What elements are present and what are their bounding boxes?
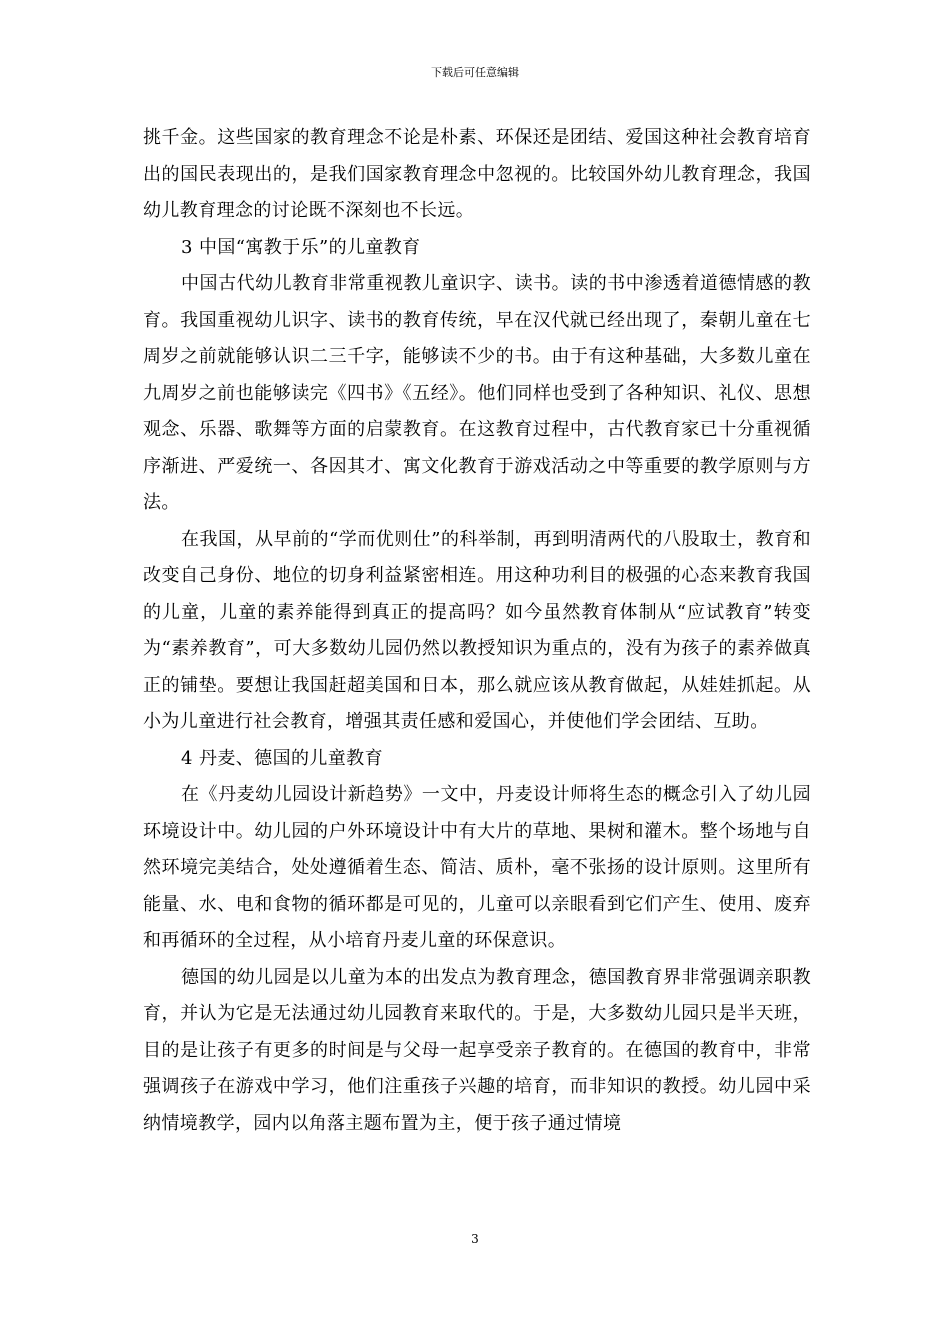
paragraph-4: 在《丹麦幼儿园设计新趋势》一文中，丹麦设计师将生态的概念引入了幼儿园环境设计中。幼儿园的户外环境设计中有大片的草地、果树和灌木。整个场地与自然环境完美结合，处处遵循着生态、简洁、质朴，毫不张扬的设计原则。这里所有能量、水、电和食物的循环都是可见的，儿童可以亲眼看到它们产生、使用、废弃和再循环的全过程，从小培育丹麦儿童的环保意识。 (143, 784, 811, 951)
section-heading-3: 3 中国“寓教于乐”的儿童教育 (181, 236, 421, 258)
section-heading-4: 4 丹麦、德国的儿童教育 (181, 747, 383, 769)
page-number: 3 (471, 1232, 479, 1246)
page-header: 下载后可任意编辑 (431, 66, 519, 79)
paragraph-5: 德国的幼儿园是以儿童为本的出发点为教育理念，德国教育界非常强调亲职教育，并认为它是无法通过幼儿园教育来取代的。于是，大多数幼儿园只是半天班，目的是让孩子有更多的时间是与父母一起享受亲子教育的。在德国的教育中，非常强调孩子在游戏中学习，他们注重孩子兴趣的培育，而非知识的教授。幼儿园中采纳情境教学，园内以角落主题布置为主，便于孩子通过情境 (143, 966, 811, 1134)
paragraph-1: 挑千金。这些国家的教育理念不论是朴素、环保还是团结、爱国这种社会教育培育出的国民表现出的，是我们国家教育理念中忽视的。比较国外幼儿教育理念，我国幼儿教育理念的讨论既不深刻也不长远。 (143, 127, 811, 221)
paragraph-2: 中国古代幼儿教育非常重视教儿童识字、读书。读的书中渗透着道德情感的教育。我国重视幼儿识字、读书的教育传统，早在汉代就已经出现了，秦朝儿童在七周岁之前就能够认识二三千字，能够读不少的书。由于有这种基础，大多数儿童在九周岁之前也能够读完《四书》《五经》。他们同样也受到了各种知识、礼仪、思想观念、乐器、歌舞等方面的启蒙教育。在这教育过程中，古代教育家已十分重视循序渐进、严爱统一、各因其才、寓文化教育于游戏活动之中等重要的教学原则与方法。 (143, 273, 811, 513)
paragraph-3: 在我国，从早前的“学而优则仕”的科举制，再到明清两代的八股取士，教育和改变自己身份、地位的切身利益紧密相连。用这种功利目的极强的心态来教育我国的儿童，儿童的素养能得到真正的提高吗？如今虽然教育体制从“应试教育”转变为“素养教育”，可大多数幼儿园仍然以教授知识为重点的，没有为孩子的素养做真正的铺垫。要想让我国赶超美国和日本，那么就应该从教育做起，从娃娃抓起。从小为儿童进行社会教育，增强其责任感和爱国心，并使他们学会团结、互助。 (143, 528, 811, 732)
document-body (143, 120, 811, 1142)
